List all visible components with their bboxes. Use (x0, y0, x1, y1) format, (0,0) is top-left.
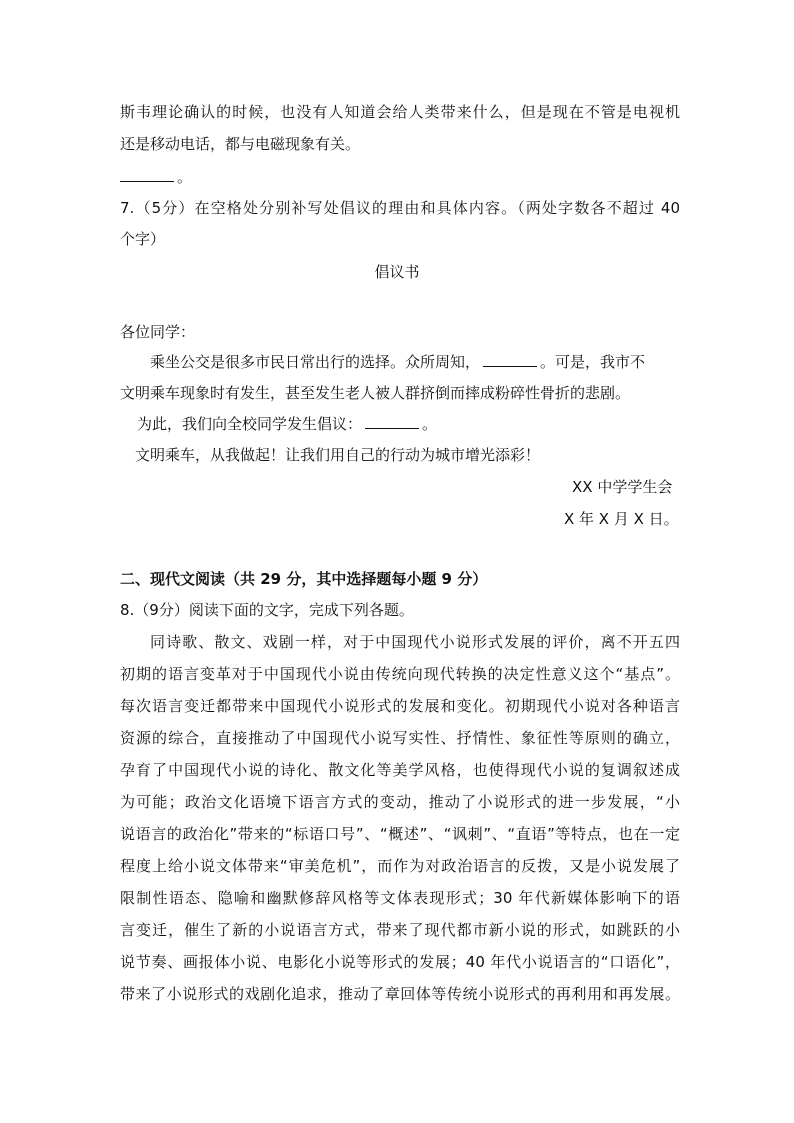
q8-passage-line: 限制性语态、隐喻和幽默修辞风格等文体表现形式；30 年代新媒体影响下的语 (120, 889, 680, 907)
q8-passage-line: 同诗歌、散文、戏剧一样，对于中国现代小说形式发展的评价，离不开五四 (150, 633, 680, 651)
q8-passage-line: 说语言的政治化”带来的“标语口号”、“概述”、“讽刺”、“直语”等特点，也在一定 (120, 825, 680, 843)
letter-p2-text-a: 为此，我们向全校同学发生倡议： (137, 415, 363, 433)
letter-signature: XX 中学学生会 (572, 478, 673, 496)
letter-paragraph-1-cont: 文明乘车现象时有发生，甚至发生老人被人群挤倒而摔成粉碎性骨折的悲剧。 (120, 384, 631, 402)
letter-paragraph-2 (137, 414, 437, 434)
q8-passage-line: 程度上给小说文体带来“审美危机”，而作为对政治语言的反拨，又是小说发展了 (120, 857, 680, 875)
letter-p1-text-b: 。可是，我市不 (540, 353, 646, 371)
section-2-heading: 二、现代文阅读（共 29 分，其中选择题每小题 9 分） (120, 570, 488, 588)
passage-line-1: 斯韦理论确认的时候，也没有人知道会给人类带来什么，但是现在不管是电视机 (120, 103, 680, 121)
letter-date: X 年 X 月 X 日。 (564, 510, 679, 528)
q8-passage-line: 带来了小说形式的戏剧化追求，推动了章回体等传统小说形式的再利用和再发展。 (120, 985, 680, 1003)
letter-paragraph-1 (150, 352, 645, 372)
answer-blank-end: 。 (177, 168, 193, 186)
passage-line-2: 还是移动电话，都与电磁现象有关。 (120, 135, 361, 153)
answer-blank[interactable] (120, 167, 174, 182)
letter-greeting: 各位同学： (120, 323, 196, 341)
q8-passage-line: 为可能；政治文化语境下语言方式的变动，推动了小说形式的进一步发展，“小 (120, 793, 680, 811)
letter-title: 倡议书 (374, 263, 420, 281)
q8-passage-line: 孕育了中国现代小说的诗化、散文化等美学风格，也使得现代小说的复调叙述成 (120, 761, 680, 779)
question-8-stem: 8.（9分）阅读下面的文字，完成下列各题。 (120, 601, 414, 619)
question-7-stem: 7.（5分）在空格处分别补写处倡议的理由和具体内容。（两处字数各不超过 40 (120, 199, 680, 217)
q8-passage-line: 说节奏、画报体小说、电影化小说等形式的发展；40 年代小说语言的“口语化”， (120, 953, 680, 971)
q8-passage-line: 每次语言变迁都带来中国现代小说形式的发展和变化。初期现代小说对各种语言 (120, 697, 680, 715)
letter-paragraph-3: 文明乘车，从我做起！让我们用自己的行动为城市增光添彩！ (135, 446, 541, 464)
q8-passage-line: 言变迁，催生了新的小说语言方式，带来了现代都市新小说的形式，如跳跃的小 (120, 921, 680, 939)
q8-passage-line: 初期的语言变革对于中国现代小说由传统向现代转换的决定性意义这个“基点”。 (120, 665, 680, 683)
content-blank[interactable] (365, 414, 419, 429)
letter-p2-text-b: 。 (422, 415, 438, 433)
answer-blank-line (120, 167, 192, 187)
q8-passage-line: 资源的综合，直接推动了中国现代小说写实性、抒情性、象征性等原则的确立， (120, 729, 680, 747)
question-7-stem-cont: 个字） (120, 230, 166, 248)
letter-p1-text-a: 乘坐公交是很多市民日常出行的选择。众所周知， (150, 353, 481, 371)
reason-blank[interactable] (483, 352, 537, 367)
